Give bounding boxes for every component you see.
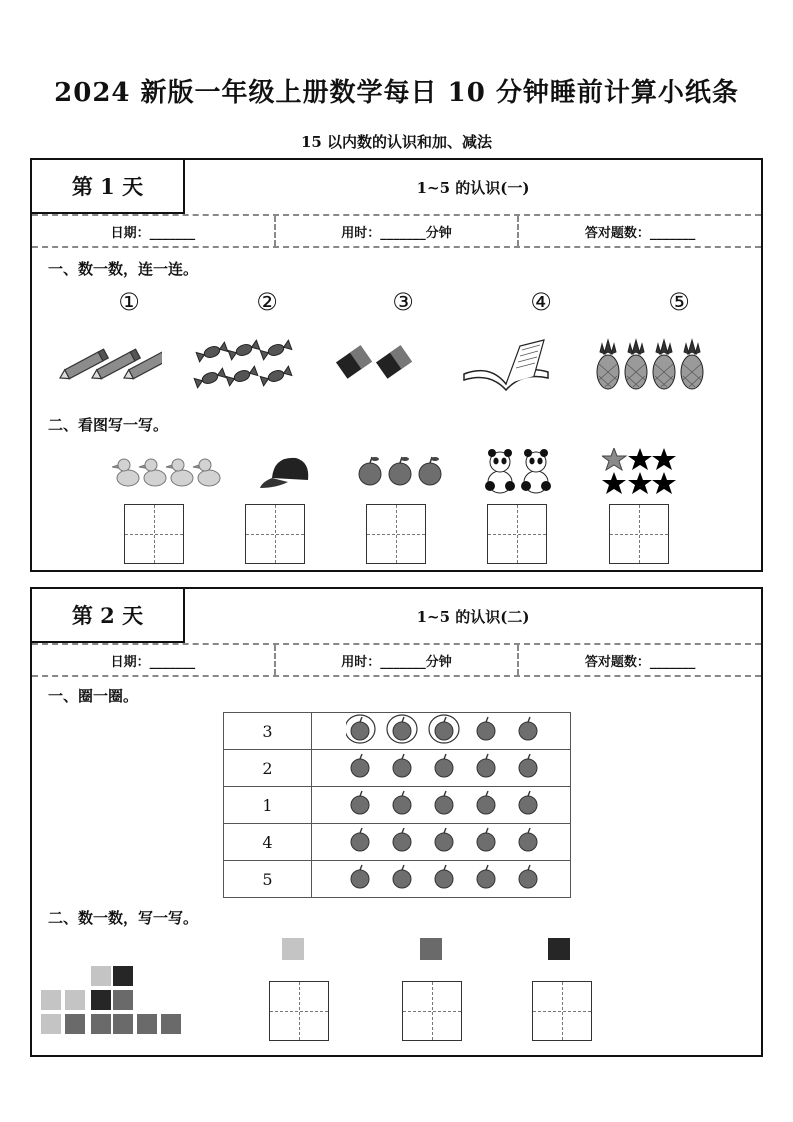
apple-icon[interactable]: [435, 865, 453, 888]
day2-date-field[interactable]: 日期：_______: [110, 654, 196, 670]
day2-info-row: [32, 643, 761, 677]
swatch-dark: [548, 938, 570, 960]
apple-group: [346, 824, 566, 856]
apple-icon[interactable]: [346, 715, 375, 743]
block-tile: [40, 989, 62, 1011]
answer-box-ducks[interactable]: [124, 504, 184, 564]
apple-icon[interactable]: [519, 754, 537, 777]
row-number: 2: [224, 750, 312, 787]
apple-icon[interactable]: [429, 715, 459, 743]
row-apples: [312, 787, 571, 824]
circled-number-4[interactable]: ④: [530, 288, 552, 316]
answer-box-dark[interactable]: [532, 981, 592, 1041]
row-apples: [312, 861, 571, 898]
apple-icon[interactable]: [351, 828, 369, 851]
apples-icon: [356, 454, 446, 490]
day2-card: [30, 587, 763, 1057]
swatch-medium: [420, 938, 442, 960]
cap-icon: [258, 452, 316, 492]
day2-score-field[interactable]: 答对题数：_______: [517, 645, 761, 675]
block-tile: [112, 1013, 134, 1035]
day2-title: 1~5 的认识(二): [416, 607, 530, 626]
row-number: 1: [224, 787, 312, 824]
block-tile: [112, 989, 134, 1011]
block-tile: [112, 965, 134, 987]
row-apples: [312, 750, 571, 787]
apple-icon[interactable]: [519, 717, 537, 740]
open-book-icon[interactable]: [460, 334, 552, 394]
day1-score-field[interactable]: 答对题数：_______: [517, 216, 761, 246]
answer-box-cap[interactable]: [245, 504, 305, 564]
page-subtitle: 15 以内数的认识和加、减法: [300, 133, 493, 151]
row-number: 3: [224, 713, 312, 750]
apple-icon[interactable]: [519, 828, 537, 851]
block-tile: [136, 1013, 158, 1035]
row-apples: [312, 713, 571, 750]
day1-info-row: [32, 214, 761, 248]
circle-table-row: [224, 824, 571, 861]
day2-section1-label: 一、圈一圈。: [48, 687, 139, 705]
apple-icon[interactable]: [393, 791, 411, 814]
day1-section2-label: 二、看图写一写。: [48, 416, 169, 434]
circle-table-row: [224, 750, 571, 787]
apple-icon[interactable]: [519, 791, 537, 814]
circled-number-3[interactable]: ③: [392, 288, 414, 316]
apple-icon[interactable]: [477, 791, 495, 814]
apple-icon[interactable]: [477, 828, 495, 851]
apple-icon[interactable]: [393, 754, 411, 777]
apple-icon[interactable]: [477, 865, 495, 888]
block-tile: [40, 1013, 62, 1035]
ducks-icon: [112, 454, 224, 490]
day1-date-field[interactable]: 日期：_______: [110, 225, 196, 241]
answer-box-pandas[interactable]: [487, 504, 547, 564]
day1-badge: 第 1 天: [30, 158, 185, 214]
apple-icon[interactable]: [351, 865, 369, 888]
row-apples: [312, 824, 571, 861]
circle-table-row: [224, 787, 571, 824]
answer-box-stars[interactable]: [609, 504, 669, 564]
page-title: 2024 新版一年级上册数学每日 10 分钟睡前计算小纸条: [54, 78, 739, 108]
block-tile: [64, 1013, 86, 1035]
row-number: 5: [224, 861, 312, 898]
stars-icon: [602, 448, 678, 494]
circled-number-1[interactable]: ①: [118, 288, 140, 316]
apple-icon[interactable]: [435, 791, 453, 814]
answer-box-light[interactable]: [269, 981, 329, 1041]
apple-icon[interactable]: [387, 715, 417, 743]
block-tile: [90, 989, 112, 1011]
apple-icon[interactable]: [351, 791, 369, 814]
apple-group: [346, 787, 566, 819]
circled-number-2[interactable]: ②: [256, 288, 278, 316]
day1-card: [30, 158, 763, 572]
circle-table: [223, 712, 571, 898]
answer-box-medium[interactable]: [402, 981, 462, 1041]
candies-icon[interactable]: [192, 336, 300, 392]
pandas-icon: [484, 448, 556, 496]
apple-icon[interactable]: [393, 865, 411, 888]
swatch-light: [282, 938, 304, 960]
apple-icon[interactable]: [435, 828, 453, 851]
day1-time-field[interactable]: 用时：_______分钟: [274, 216, 518, 246]
block-tile: [64, 989, 86, 1011]
apple-icon[interactable]: [351, 754, 369, 777]
block-tile: [90, 1013, 112, 1035]
erasers-icon[interactable]: [332, 340, 422, 384]
day1-section1-label: 一、数一数，连一连。: [48, 260, 199, 278]
pencils-icon[interactable]: [54, 340, 162, 388]
apple-icon[interactable]: [477, 754, 495, 777]
circle-table-row: [224, 861, 571, 898]
day2-time-field[interactable]: 用时：_______分钟: [274, 645, 518, 675]
day2-badge: 第 2 天: [30, 587, 185, 643]
apple-group: [346, 713, 566, 745]
apple-icon[interactable]: [519, 865, 537, 888]
day1-title: 1~5 的认识(一): [416, 178, 530, 197]
answer-box-apples[interactable]: [366, 504, 426, 564]
row-number: 4: [224, 824, 312, 861]
apple-group: [346, 861, 566, 893]
apple-icon[interactable]: [435, 754, 453, 777]
apple-icon[interactable]: [477, 717, 495, 740]
circle-table-row: [224, 713, 571, 750]
day2-section2-label: 二、数一数，写一写。: [48, 909, 199, 927]
block-tile: [90, 965, 112, 987]
block-tile: [160, 1013, 182, 1035]
apple-icon[interactable]: [393, 828, 411, 851]
apple-group: [346, 750, 566, 782]
pineapples-icon[interactable]: [594, 336, 706, 394]
circled-number-5[interactable]: ⑤: [668, 288, 690, 316]
